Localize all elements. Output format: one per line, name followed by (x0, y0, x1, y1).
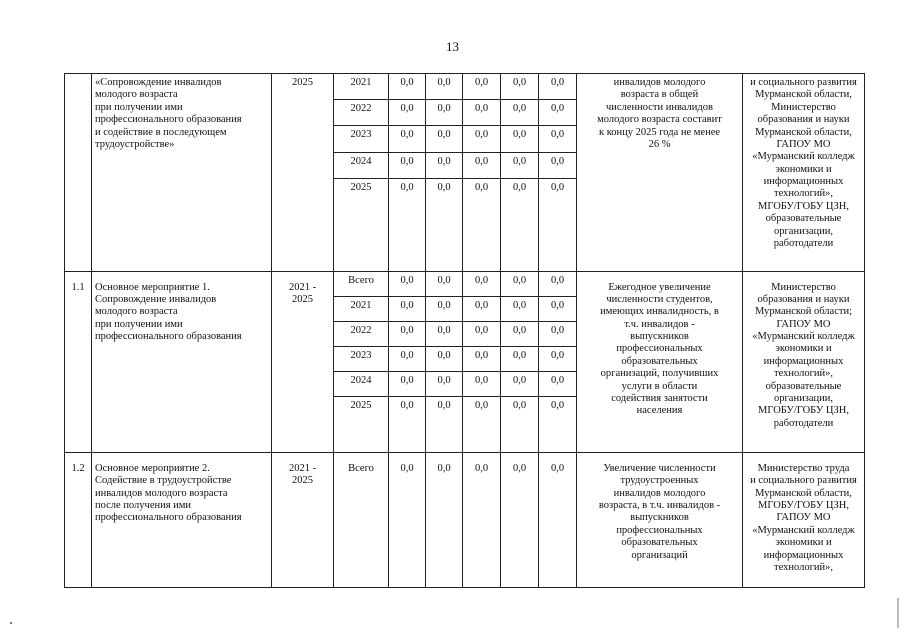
indicator-cell: Увеличение численности трудоустроенных инвалидов молодого возраста, в т.ч. инвалидов - выпускников профессиональных образовательных организаций (577, 452, 743, 587)
funding-value-cell: 0,0 (501, 178, 539, 271)
funding-value-cell: 0,0 (539, 74, 577, 100)
funding-value-cell: 0,0 (426, 372, 463, 397)
funding-value-cell: 0,0 (389, 152, 426, 178)
funding-value-cell: 0,0 (426, 152, 463, 178)
table-row (65, 74, 865, 100)
funding-value-cell: 0,0 (426, 74, 463, 100)
funding-value-cell: 0,0 (501, 100, 539, 126)
year-cell: 2025 (334, 397, 389, 452)
year-cell: 2023 (334, 126, 389, 152)
year-cell: 2024 (334, 152, 389, 178)
funding-value-cell: 0,0 (389, 296, 426, 321)
funding-value-cell: 0,0 (389, 321, 426, 346)
scan-edge-mark (897, 598, 899, 628)
funding-value-cell: 0,0 (539, 372, 577, 397)
funding-value-cell: 0,0 (539, 178, 577, 271)
funding-value-cell: 0,0 (501, 296, 539, 321)
funding-value-cell: 0,0 (389, 372, 426, 397)
funding-value-cell: 0,0 (539, 452, 577, 587)
funding-value-cell: 0,0 (426, 452, 463, 587)
funding-value-cell: 0,0 (501, 452, 539, 587)
executors-cell: Министерство образования и науки Мурманской области; ГАПОУ МО «Мурманский колледж экономики и информационных технологий», образовательные организации, МГОБУ/ГОБУ ЦЗН, работодатели (743, 271, 865, 452)
item-number-cell (65, 74, 92, 272)
funding-value-cell: 0,0 (389, 397, 426, 452)
funding-value-cell: 0,0 (389, 74, 426, 100)
funding-value-cell: 0,0 (501, 74, 539, 100)
funding-value-cell: 0,0 (539, 296, 577, 321)
table-row (65, 271, 865, 296)
funding-value-cell: 0,0 (426, 271, 463, 296)
item-number-cell: 1.1 (65, 271, 92, 452)
year-cell: 2021 (334, 74, 389, 100)
funding-value-cell: 0,0 (463, 372, 501, 397)
period-cell: 2025 (272, 74, 334, 272)
funding-value-cell: 0,0 (463, 452, 501, 587)
funding-value-cell: 0,0 (501, 152, 539, 178)
item-number-cell: 1.2 (65, 452, 92, 587)
funding-value-cell: 0,0 (463, 296, 501, 321)
funding-value-cell: 0,0 (426, 296, 463, 321)
period-cell: 2021 - 2025 (272, 452, 334, 587)
funding-value-cell: 0,0 (463, 271, 501, 296)
funding-value-cell: 0,0 (463, 347, 501, 372)
scan-speck (10, 622, 12, 624)
funding-value-cell: 0,0 (389, 347, 426, 372)
funding-value-cell: 0,0 (426, 347, 463, 372)
funding-value-cell: 0,0 (539, 321, 577, 346)
funding-value-cell: 0,0 (463, 74, 501, 100)
funding-value-cell: 0,0 (463, 126, 501, 152)
funding-value-cell: 0,0 (539, 397, 577, 452)
indicator-cell: инвалидов молодого возраста в общей численности инвалидов молодого возраста составит к концу 2025 года не менее 26 % (577, 74, 743, 272)
funding-value-cell: 0,0 (539, 152, 577, 178)
funding-value-cell: 0,0 (389, 126, 426, 152)
table-row (65, 452, 865, 587)
table-body (65, 74, 865, 588)
funding-value-cell: 0,0 (539, 100, 577, 126)
funding-value-cell: 0,0 (539, 126, 577, 152)
funding-value-cell: 0,0 (426, 397, 463, 452)
funding-value-cell: 0,0 (501, 271, 539, 296)
funding-value-cell: 0,0 (389, 178, 426, 271)
funding-value-cell: 0,0 (463, 152, 501, 178)
year-cell: 2023 (334, 347, 389, 372)
year-cell: 2021 (334, 296, 389, 321)
funding-value-cell: 0,0 (501, 321, 539, 346)
funding-value-cell: 0,0 (389, 100, 426, 126)
funding-value-cell: 0,0 (539, 347, 577, 372)
year-cell: Всего (334, 271, 389, 296)
funding-value-cell: 0,0 (426, 126, 463, 152)
funding-value-cell: 0,0 (501, 397, 539, 452)
funding-value-cell: 0,0 (463, 321, 501, 346)
funding-value-cell: 0,0 (539, 271, 577, 296)
program-table (64, 73, 865, 588)
executors-cell: и социального развития Мурманской области, Министерство образования и науки Мурманской области, ГАПОУ МО «Мурманский колледж экономики и информационных технологий», МГОБУ/ГОБУ ЦЗН, образовательные организации, работодатели (743, 74, 865, 272)
year-cell: 2022 (334, 321, 389, 346)
funding-value-cell: 0,0 (389, 452, 426, 587)
funding-value-cell: 0,0 (426, 321, 463, 346)
activity-name-cell: Основное мероприятие 2. Содействие в трудоустройстве инвалидов молодого возраста после получения ими профессионального образования (92, 452, 272, 587)
year-cell: Всего (334, 452, 389, 587)
funding-value-cell: 0,0 (463, 100, 501, 126)
funding-value-cell: 0,0 (426, 178, 463, 271)
page-number: 13 (446, 39, 459, 54)
year-cell: 2025 (334, 178, 389, 271)
executors-cell: Министерство труда и социального развития Мурманской области, МГОБУ/ГОБУ ЦЗН, ГАПОУ МО «Мурманский колледж экономики и информационных технологий», (743, 452, 865, 587)
activity-name-cell: Основное мероприятие 1. Сопровождение инвалидов молодого возраста при получении ими профессионального образования (92, 271, 272, 452)
year-cell: 2022 (334, 100, 389, 126)
funding-value-cell: 0,0 (426, 100, 463, 126)
period-cell: 2021 - 2025 (272, 271, 334, 452)
indicator-cell: Ежегодное увеличение численности студентов, имеющих инвалидность, в т.ч. инвалидов - выпускников профессиональных образовательных организаций, получивших услуги в области содействия занятости населения (577, 271, 743, 452)
funding-value-cell: 0,0 (389, 271, 426, 296)
funding-value-cell: 0,0 (463, 397, 501, 452)
funding-value-cell: 0,0 (501, 372, 539, 397)
funding-value-cell: 0,0 (501, 126, 539, 152)
activity-name-cell: «Сопровождение инвалидов молодого возраста при получении ими профессионального образования и содействие в последующем трудоустройстве» (92, 74, 272, 272)
year-cell: 2024 (334, 372, 389, 397)
funding-value-cell: 0,0 (463, 178, 501, 271)
funding-value-cell: 0,0 (501, 347, 539, 372)
